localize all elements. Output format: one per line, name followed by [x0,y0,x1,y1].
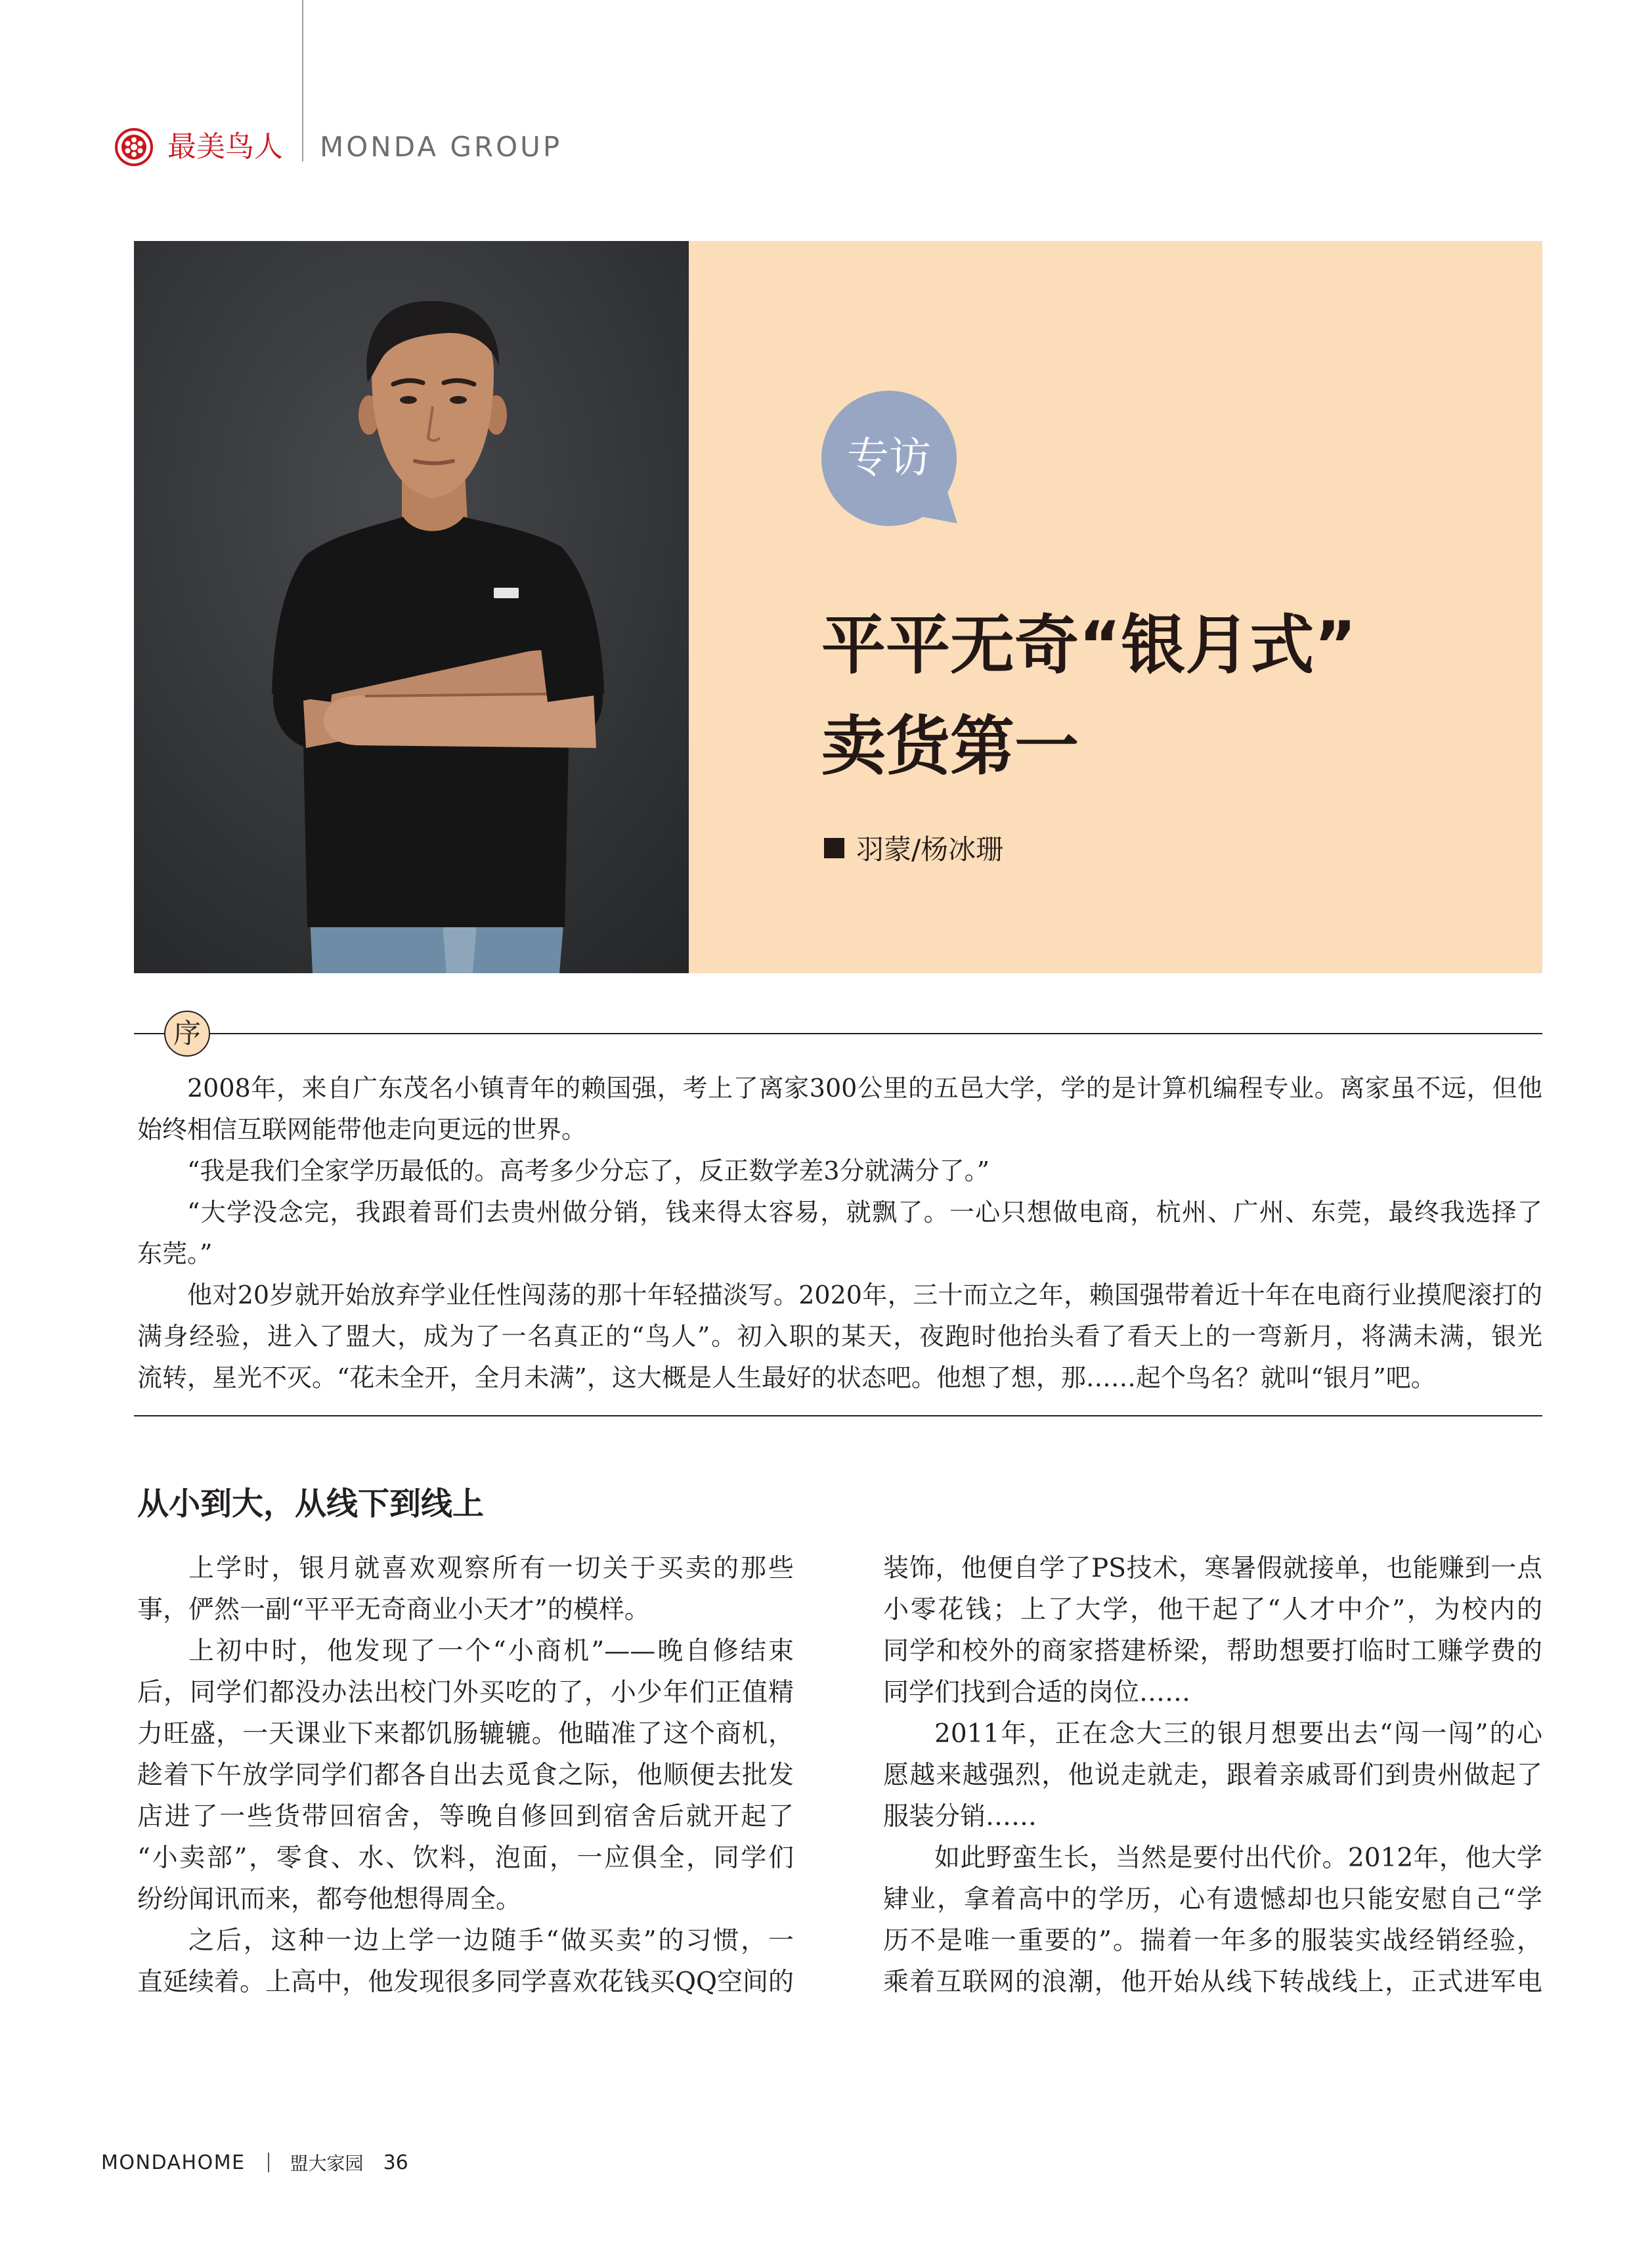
left-column [137,1548,794,2003]
body-line: 小零花钱；上了大学，他干起了“人才中介”，为校内的 [883,1595,1542,1625]
footer-divider [268,2153,269,2172]
preface-line: 东莞。” [137,1239,213,1268]
body-line: 直延续着。上高中，他发现很多同学喜欢花钱买QQ空间的 [137,1967,794,1997]
jeans-highlight [443,924,477,973]
body-line: 上学时，银月就喜欢观察所有一切关于买卖的那些 [188,1554,794,1583]
body-line: 之后，这种一边上学一边随手“做买卖”的习惯，一 [188,1926,794,1956]
header-divider [302,0,303,162]
right-eye [450,396,467,404]
square-bullet-icon [824,838,844,858]
shirt-logo-mark [494,588,519,598]
body-line: “小卖部”，零食、水、饮料，泡面，一应俱全，同学们 [137,1843,794,1873]
flower-emblem-icon [114,127,154,167]
article-title-line: 卖货第一 [821,709,1079,784]
footer-brand: MONDAHOME [101,2151,246,2174]
right-column [883,1548,1542,2003]
preface-rule [134,1033,1542,1034]
preface-line: “我是我们全家学历最低的。高考多少分忘了，反正数学差3分就满分了。” [187,1156,990,1185]
emblem-center [131,144,137,150]
body-line: 上初中时，他发现了一个“小商机”——晚自修结束 [188,1636,794,1666]
group-name: MONDA GROUP [320,131,563,163]
preface-bottom-rule [134,1415,1542,1416]
mouth [415,461,453,464]
body-line: 愿越来越强烈，他说走就走，跟着亲戚哥们到贵州做起了 [883,1761,1542,1790]
preface-line: 流转，星光不灭。“花未全开，全月未满”，这大概是人生最好的状态吧。他想了想，那……起个鸟名？就叫“银月”吧。 [137,1363,1436,1392]
body-line: 后，同学们都没办法出校门外买吃的了，小少年们正值精 [137,1678,794,1707]
emblem-petal [138,148,143,154]
portrait-graphic [134,241,689,973]
section-heading: 从小到大，从线下到线上 [137,1485,485,1522]
author-names: 羽蒙/杨冰珊 [856,833,1004,866]
page-footer [101,2149,408,2176]
preface-line: 他对20岁就开始放弃学业任性闯荡的那十年轻描淡写。2020年，三十而立之年，赖国强带着近十年在电商行业摸爬滚打的 [187,1281,1542,1309]
body-line: 纷纷闻讯而来，都夸他想得周全。 [137,1885,522,1914]
emblem-petal [125,141,131,146]
preface-line: 满身经验，进入了盟大，成为了一名真正的“鸟人”。初入职的某天，夜跑时他抬头看了看天上的一弯新月，将满未满，银光 [137,1322,1542,1351]
body-line: 服装分销…… [883,1802,1037,1831]
body-line: 2011年，正在念大三的银月想要出去“闯一闯”的心 [934,1719,1542,1749]
body-line: 如此野蛮生长，当然是要付出代价。2012年，他大学 [934,1843,1542,1873]
preface-line: 始终相信互联网能带他走向更远的世界。 [137,1115,587,1144]
emblem-petal [125,148,131,154]
portrait-photo [134,241,689,973]
emblem-petal [138,141,143,146]
column-name: 最美鸟人 [167,130,283,164]
left-eye [400,396,417,404]
emblem-petal [131,152,137,157]
forearm-front [324,693,596,748]
body-line: 事，俨然一副“平平无奇商业小天才”的模样。 [137,1595,650,1625]
preface-marker: 序 [164,1011,210,1057]
body-line: 历不是唯一重要的”。揣着一年多的服装实战经销经验， [883,1926,1542,1956]
page-number: 36 [383,2151,408,2174]
footer-publication: 盟大家园 [290,2153,364,2174]
preface-line: “大学没念完，我跟着哥们去贵州做分销，钱来得太容易，就飘了。一心只想做电商，杭州、广州、东莞，最终我选择了 [187,1198,1542,1227]
interview-tag: 专访 [847,434,931,483]
body-line: 肄业，拿着高中的学历，心有遗憾却也只能安慰自己“学 [883,1885,1542,1914]
body-line: 趁着下午放学同学们都各自出去觅食之际，他顺便去批发 [137,1761,794,1790]
article-title-line: 平平无奇“银月式” [821,608,1357,683]
preface-line: 2008年，来自广东茂名小镇青年的赖国强，考上了离家300公里的五邑大学，学的是计算机编程专业。离家虽不远，但他 [187,1074,1542,1103]
body-line: 乘着互联网的浪潮，他开始从线下转战线上，正式进军电 [883,1967,1542,1997]
body-line: 同学和校外的商家搭建桥梁，帮助想要打临时工赚学费的 [883,1636,1542,1666]
preface-text [137,1068,1542,1399]
emblem-petal [131,137,137,142]
flower-emblem-graphic [114,127,154,167]
body-line: 力旺盛，一天课业下来都饥肠辘辘。他瞄准了这个商机， [137,1719,794,1749]
byline [824,828,1003,867]
body-line: 同学们找到合适的岗位…… [883,1678,1191,1707]
body-line: 店进了一些货带回宿舍，等晚自修回到宿舍后就开起了 [137,1802,794,1831]
body-line: 装饰，他便自学了PS技术，寒暑假就接单，也能赚到一点 [883,1554,1542,1583]
